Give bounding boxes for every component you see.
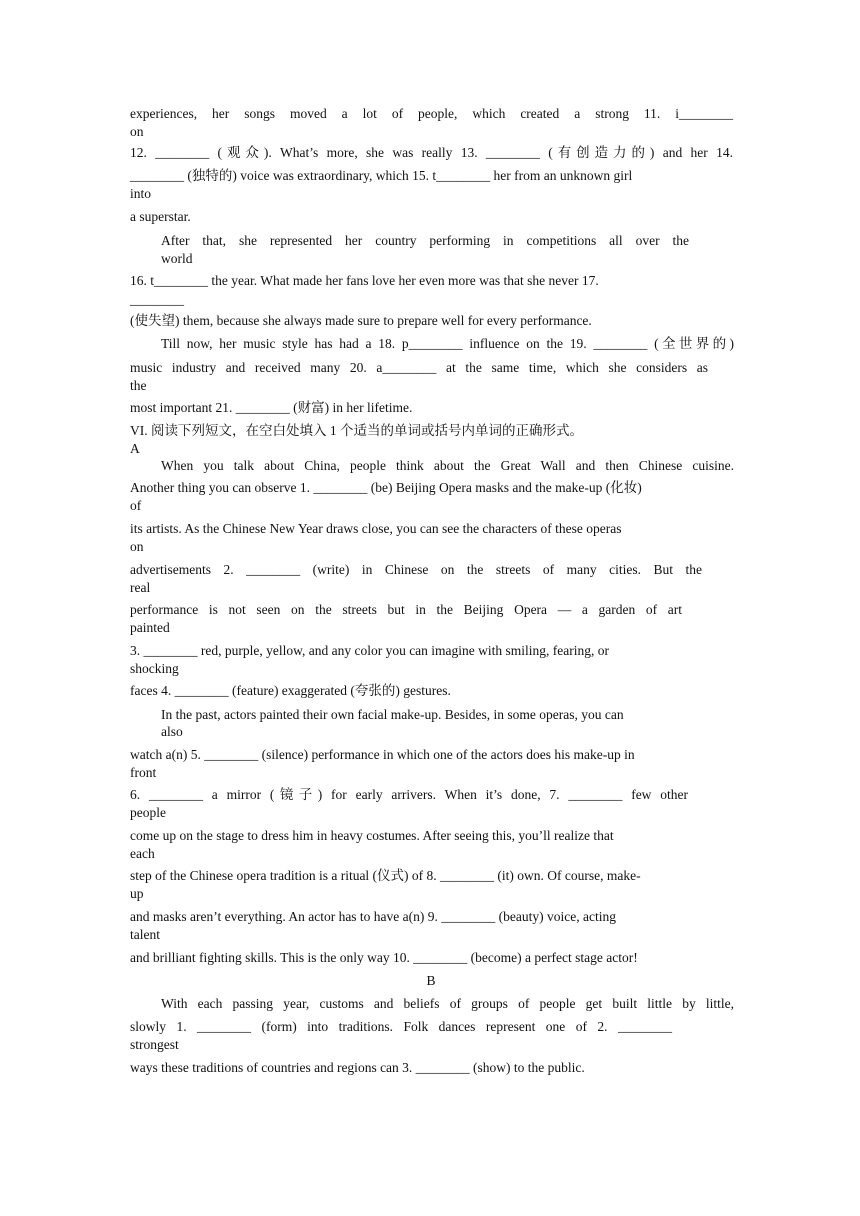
text-line: In the past, actors painted their own facial make-up. Besides, in some operas, you can bbox=[161, 707, 624, 722]
text-line: come up on the stage to dress him in heavy costumes. After seeing this, you’ll realize that bbox=[130, 828, 614, 843]
text-line: ________ (独特的) voice was extraordinary, which 15. t________ her from an unknown girl bbox=[130, 168, 633, 183]
text-line: watch a(n) 5. ________ (silence) performance in which one of the actors does his make-up in bbox=[130, 747, 635, 762]
text-line: shocking bbox=[130, 661, 179, 676]
text-line: into bbox=[130, 186, 152, 201]
text-line: front bbox=[130, 765, 157, 780]
text-line: of bbox=[130, 498, 142, 513]
text-line: 6. ________ a mirror (镜子) for early arrivers. When it’s done, 7. ________ few other bbox=[130, 787, 688, 802]
text-line: (使失望) them, because she always made sure to prepare well for every performance. bbox=[130, 313, 592, 328]
text-line: up bbox=[130, 886, 144, 901]
passage-label-a: A bbox=[130, 441, 140, 456]
text-line: ways these traditions of countries and regions can 3. ________ (show) to the public. bbox=[130, 1060, 585, 1075]
text-line: and masks aren’t everything. An actor has to have a(n) 9. ________ (beauty) voice, acting bbox=[130, 909, 616, 924]
text-line: slowly 1. ________ (form) into traditions. Folk dances represent one of 2. ________ bbox=[130, 1019, 672, 1034]
text-line: and brilliant fighting skills. This is the only way 10. ________ (become) a perfect stage actor! bbox=[130, 950, 638, 965]
text-line: advertisements 2. ________ (write) in Chinese on the streets of many cities. But the bbox=[130, 562, 702, 577]
text-line: ________ bbox=[130, 292, 184, 307]
text-line: 16. t________ the year. What made her fans love her even more was that she never 17. bbox=[130, 273, 599, 288]
text-line: With each passing year, customs and beliefs of groups of people get built little by little, bbox=[161, 996, 734, 1011]
text-line: 12. ________ (观众). What’s more, she was really 13. ________ (有创造力的) and her 14. bbox=[130, 145, 733, 160]
text-line: most important 21. ________ (财富) in her lifetime. bbox=[130, 400, 413, 415]
text-line: 3. ________ red, purple, yellow, and any color you can imagine with smiling, fearing, or bbox=[130, 643, 610, 658]
text-line: music industry and received many 20. a________ at the same time, which she considers as bbox=[130, 360, 708, 375]
text-line: on bbox=[130, 124, 144, 139]
text-line: its artists. As the Chinese New Year draws close, you can see the characters of these operas bbox=[130, 521, 622, 536]
text-line: performance is not seen on the streets but in the Beijing Opera — a garden of art bbox=[130, 602, 682, 617]
text-line: talent bbox=[130, 927, 160, 942]
text-line: Till now, her music style has had a 18. p________ influence on the 19. ________ (全世界的) bbox=[161, 336, 734, 351]
text-line: people bbox=[130, 805, 166, 820]
text-line: world bbox=[161, 251, 193, 266]
text-line: step of the Chinese opera tradition is a ritual (仪式) of 8. ________ (it) own. Of course, make- bbox=[130, 868, 641, 883]
passage-label-b: B bbox=[426, 973, 436, 988]
text-line: the bbox=[130, 378, 147, 393]
text-line: on bbox=[130, 539, 144, 554]
text-line: real bbox=[130, 580, 151, 595]
text-line: faces 4. ________ (feature) exaggerated (夸张的) gestures. bbox=[130, 683, 451, 698]
text-line: painted bbox=[130, 620, 170, 635]
section-heading: VI. 阅读下列短文，在空白处填入 1 个适当的单词或括号内单词的正确形式。 bbox=[130, 423, 583, 438]
text-line: experiences, her songs moved a lot of people, which created a strong 11. i________ bbox=[130, 106, 733, 121]
text-line: After that, she represented her country performing in competitions all over the bbox=[161, 233, 689, 248]
text-line: also bbox=[161, 724, 183, 739]
text-line: When you talk about China, people think about the Great Wall and then Chinese cuisine. bbox=[161, 458, 734, 473]
text-line: a superstar. bbox=[130, 209, 191, 224]
text-line: Another thing you can observe 1. ________ (be) Beijing Opera masks and the make-up (化妆) bbox=[130, 480, 642, 495]
text-line: each bbox=[130, 846, 155, 861]
text-line: strongest bbox=[130, 1037, 179, 1052]
